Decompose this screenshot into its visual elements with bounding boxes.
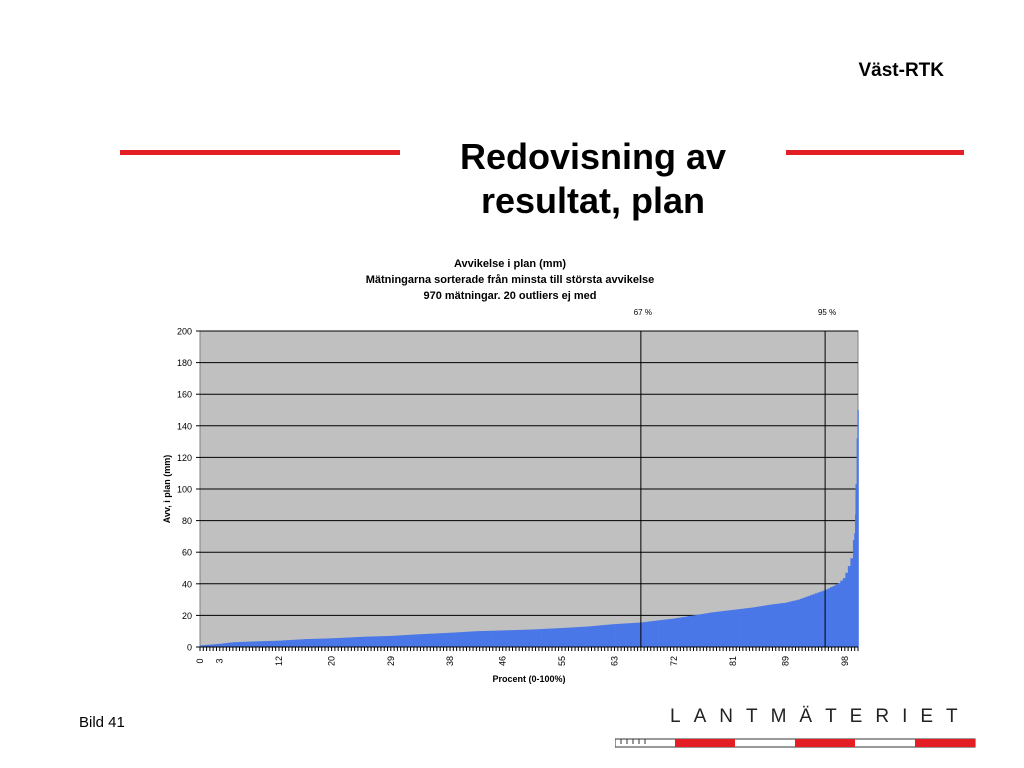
data-bar (405, 635, 408, 647)
data-bar (365, 637, 368, 647)
data-bar (615, 624, 618, 647)
data-bar (418, 634, 421, 647)
data-bar (284, 640, 287, 647)
logo-scale-bar (615, 738, 977, 750)
data-bar (643, 622, 646, 647)
data-bar (253, 641, 256, 647)
data-bar (547, 629, 550, 647)
data-bar (830, 587, 833, 647)
data-bar (648, 622, 651, 647)
data-bar (569, 628, 572, 647)
data-bar (638, 623, 641, 647)
data-bar (597, 626, 600, 647)
data-bar (625, 623, 628, 647)
data-bar (668, 619, 671, 647)
data-bar (595, 626, 598, 647)
data-bar (286, 640, 289, 647)
data-bar (445, 633, 448, 647)
data-bar (319, 639, 322, 647)
data-bar (676, 618, 679, 647)
data-bar (415, 634, 418, 647)
data-bar (706, 613, 709, 647)
data-bar (240, 642, 243, 647)
data-bar (347, 638, 350, 647)
data-bar (529, 630, 532, 647)
data-bar (316, 639, 319, 647)
data-bar (367, 637, 370, 647)
data-bar (430, 634, 433, 647)
y-tick-label: 140 (176, 421, 192, 432)
data-bar (400, 635, 403, 647)
data-bar (686, 616, 689, 647)
data-bar (258, 641, 261, 647)
data-bar (291, 640, 294, 647)
data-bar (790, 601, 793, 647)
data-bar (483, 631, 486, 647)
data-bar (506, 630, 509, 647)
data-bar (734, 610, 737, 647)
data-bar (749, 608, 752, 647)
data-bar (504, 630, 507, 647)
data-bar (263, 641, 266, 647)
data-bar (251, 642, 254, 647)
data-bar (397, 635, 400, 647)
x-tick-label: 46 (497, 655, 508, 667)
data-bar (653, 621, 656, 647)
data-bar (377, 636, 380, 647)
data-bar (413, 635, 416, 647)
data-bar (521, 630, 524, 647)
data-bar (463, 632, 466, 647)
data-bar (266, 641, 269, 647)
data-bar (782, 603, 785, 647)
data-bar (501, 630, 504, 647)
data-bar (420, 634, 423, 647)
data-bar (777, 604, 780, 647)
data-bar (544, 629, 547, 647)
data-bar (772, 604, 775, 647)
y-axis-title: Avv, i plan (mm) (162, 454, 172, 524)
data-bar (805, 597, 808, 647)
data-bar (580, 627, 583, 647)
data-bar (630, 623, 633, 647)
data-bar (754, 607, 757, 647)
data-bar (542, 629, 545, 647)
data-bar (820, 591, 823, 647)
data-bar (337, 638, 340, 647)
data-bar (602, 625, 605, 647)
data-bar (238, 642, 241, 647)
data-bar (433, 634, 436, 647)
data-bar (739, 609, 742, 647)
data-bar (537, 629, 540, 647)
data-bar (516, 630, 519, 647)
data-bar (696, 615, 699, 647)
data-bar (261, 641, 264, 647)
data-bar (681, 617, 684, 647)
slide-title-line-1: Redovisning av (459, 136, 727, 177)
data-bar (440, 633, 443, 647)
data-bar (481, 631, 484, 647)
data-bar (289, 640, 292, 647)
data-bar (747, 608, 750, 647)
x-tick-label: 81 (727, 655, 738, 667)
data-bar (605, 625, 608, 647)
data-bar (478, 631, 481, 647)
data-bar (539, 629, 542, 647)
y-tick-label: 60 (181, 547, 192, 558)
y-tick-label: 80 (181, 516, 192, 527)
data-bar (248, 642, 251, 647)
data-bar (678, 618, 681, 647)
data-bar (620, 624, 623, 647)
data-bar (514, 630, 517, 647)
data-bar (549, 629, 552, 647)
data-bar (268, 641, 271, 647)
x-tick-label: 89 (780, 655, 791, 667)
data-bar (359, 637, 362, 647)
x-tick-label: 29 (385, 655, 396, 667)
data-bar (701, 614, 704, 647)
data-bar (332, 638, 335, 647)
data-bar (357, 637, 360, 647)
chart-subtitle-line: 970 mätningar. 20 outliers ej med (423, 290, 597, 302)
data-bar (607, 625, 610, 647)
data-bar (726, 611, 729, 647)
data-bar (438, 633, 441, 647)
data-bar (408, 635, 411, 647)
data-bar (458, 632, 461, 647)
x-tick-label: 55 (556, 655, 567, 667)
data-bar (496, 631, 499, 647)
data-bar (329, 638, 332, 647)
data-bar (742, 609, 745, 647)
y-tick-label: 20 (181, 610, 192, 621)
data-bar (344, 638, 347, 647)
data-bar (661, 620, 664, 647)
data-bar (554, 628, 557, 647)
data-bar (610, 624, 613, 647)
data-bar (714, 612, 717, 647)
data-bar (688, 616, 691, 647)
data-bar (509, 630, 512, 647)
data-bar (559, 628, 562, 647)
data-bar (372, 636, 375, 647)
data-bar (671, 619, 674, 647)
data-bar (246, 642, 249, 647)
data-bar (645, 622, 648, 647)
data-bar (719, 611, 722, 647)
data-bar (380, 636, 383, 647)
data-bar (838, 583, 841, 647)
data-bar (828, 588, 831, 647)
chart-subtitle-line: Mätningarna sorterade från minsta till största avvikelse (365, 274, 655, 286)
data-bar (582, 627, 585, 647)
x-tick-label: 0 (195, 658, 205, 664)
data-bar (613, 624, 616, 647)
data-bar (534, 629, 537, 647)
data-bar (476, 631, 479, 647)
data-bar (845, 573, 848, 647)
data-bar (519, 630, 522, 647)
data-bar (276, 641, 279, 647)
data-bar (711, 612, 714, 647)
data-bar (314, 639, 317, 647)
data-bar (557, 628, 560, 647)
data-bar (694, 615, 697, 647)
data-bar (334, 638, 337, 647)
data-bar (228, 643, 231, 647)
header-label: Väst-RTK (858, 60, 944, 81)
data-bar (656, 621, 659, 647)
data-bar (691, 616, 694, 647)
data-bar (658, 620, 661, 647)
data-bar (663, 620, 666, 647)
data-bar (600, 625, 603, 647)
data-bar (410, 635, 413, 647)
data-bar (453, 633, 456, 647)
x-axis-title: Procent (0-100%) (492, 674, 566, 684)
y-tick-label: 0 (186, 642, 192, 653)
data-bar (785, 603, 788, 647)
data-bar (448, 633, 451, 647)
data-bar (294, 640, 297, 647)
data-bar (375, 636, 378, 647)
data-bar (532, 629, 535, 647)
data-bar (628, 623, 631, 647)
data-bar (486, 631, 489, 647)
data-bar (339, 638, 342, 647)
data-bar (623, 624, 626, 647)
data-bar (807, 596, 810, 647)
data-bar (562, 628, 565, 647)
data-bar (792, 601, 795, 647)
data-bar (468, 632, 471, 647)
data-bar (425, 634, 428, 647)
data-bar (296, 640, 299, 647)
data-bar (489, 631, 492, 647)
lantmateriet-logo: LANTMÄTERIET (670, 706, 971, 727)
slide-title-line-2: resultat, plan (480, 180, 706, 221)
data-bar (797, 600, 800, 647)
data-bar (370, 637, 373, 647)
y-tick-label: 120 (176, 452, 192, 463)
reference-line-label: 95 % (817, 308, 837, 317)
data-bar (802, 598, 805, 647)
data-bar (587, 626, 590, 647)
data-bar (633, 623, 636, 647)
data-bar (767, 605, 770, 647)
data-bar (524, 630, 527, 647)
data-bar (223, 643, 226, 647)
data-bar (724, 611, 727, 647)
reference-line-label: 67 % (633, 308, 652, 317)
data-bar (729, 610, 732, 647)
data-bar (327, 638, 330, 647)
data-bar (850, 558, 853, 647)
chart-title: Avvikelse i plan (mm) (453, 258, 567, 270)
data-bar (704, 614, 707, 647)
data-bar (848, 566, 851, 647)
x-tick-label: 3 (214, 658, 225, 664)
data-bar (699, 614, 702, 647)
data-bar (402, 635, 405, 647)
data-bar (731, 610, 734, 647)
data-bar (795, 600, 798, 647)
data-bar (618, 624, 621, 647)
data-bar (395, 636, 398, 647)
data-bar (840, 581, 843, 647)
data-bar (650, 621, 653, 647)
data-bar (737, 609, 740, 647)
x-tick-label: 98 (839, 655, 850, 667)
data-bar (494, 631, 497, 647)
data-bar (590, 626, 593, 647)
data-bar (635, 623, 638, 647)
data-bar (526, 630, 529, 647)
data-bar (354, 637, 357, 647)
data-bar (243, 642, 246, 647)
data-bar (233, 642, 236, 647)
data-bar (256, 641, 259, 647)
data-bar (567, 628, 570, 647)
x-tick-label: 72 (668, 655, 679, 667)
data-bar (592, 626, 595, 647)
data-bar (382, 636, 385, 647)
data-bar (311, 639, 314, 647)
data-bar (235, 642, 238, 647)
data-bar (225, 643, 228, 647)
y-tick-label: 200 (176, 326, 192, 337)
data-bar (511, 630, 514, 647)
data-bar (306, 639, 309, 647)
data-bar (857, 410, 858, 647)
data-bar (575, 627, 578, 647)
data-bar (552, 628, 555, 647)
data-bar (833, 586, 836, 647)
data-bar (491, 631, 494, 647)
data-bar (744, 608, 747, 647)
y-tick-label: 100 (176, 484, 192, 495)
data-bar (757, 607, 760, 647)
data-bar (762, 606, 765, 647)
data-bar (577, 627, 580, 647)
data-bar (435, 633, 438, 647)
data-bar (843, 578, 846, 647)
data-bar (278, 641, 281, 647)
data-bar (471, 631, 474, 647)
data-bar (299, 639, 302, 647)
data-bar (774, 604, 777, 647)
x-tick-label: 12 (273, 655, 284, 667)
data-bar (780, 603, 783, 647)
data-bar (709, 613, 712, 647)
data-bar (309, 639, 312, 647)
slide-number: Bild 41 (79, 714, 125, 731)
data-bar (342, 638, 345, 647)
data-bar (362, 637, 365, 647)
y-tick-label: 40 (181, 579, 192, 590)
y-tick-label: 180 (176, 358, 192, 369)
data-bar (499, 630, 502, 647)
data-bar (572, 627, 575, 647)
data-bar (220, 644, 223, 647)
data-bar (752, 607, 755, 647)
data-bar (349, 637, 352, 647)
data-bar (787, 602, 790, 647)
data-bar (451, 633, 454, 647)
data-bar (304, 639, 307, 647)
data-bar (473, 631, 476, 647)
data-bar (564, 628, 567, 647)
data-bar (321, 639, 324, 647)
data-bar (271, 641, 274, 647)
data-bar (281, 640, 284, 647)
data-bar (456, 632, 459, 647)
data-bar (810, 595, 813, 647)
data-bar (392, 636, 395, 647)
data-bar (230, 642, 233, 647)
data-bar (585, 627, 588, 647)
data-bar (673, 618, 676, 647)
data-bar (815, 593, 818, 647)
data-bar (716, 612, 719, 647)
data-bar (352, 637, 355, 647)
data-bar (423, 634, 426, 647)
x-tick-label: 20 (326, 655, 337, 667)
x-tick-label: 38 (445, 655, 456, 667)
data-bar (835, 585, 838, 647)
data-bar (721, 611, 724, 647)
data-bar (764, 605, 767, 647)
x-tick-label: 63 (609, 655, 620, 667)
data-bar (683, 617, 686, 647)
data-bar (301, 639, 304, 647)
data-bar (666, 619, 669, 647)
data-bar (461, 632, 464, 647)
data-bar (443, 633, 446, 647)
data-bar (385, 636, 388, 647)
data-bar (273, 641, 276, 647)
data-bar (387, 636, 390, 647)
data-bar (800, 599, 803, 647)
data-bar (818, 592, 821, 647)
data-bar (759, 606, 762, 647)
data-bar (812, 594, 815, 647)
data-bar (390, 636, 393, 647)
data-bar (324, 638, 327, 647)
data-bar (466, 632, 469, 647)
y-tick-label: 160 (176, 389, 192, 400)
data-bar (769, 605, 772, 647)
data-bar (428, 634, 431, 647)
